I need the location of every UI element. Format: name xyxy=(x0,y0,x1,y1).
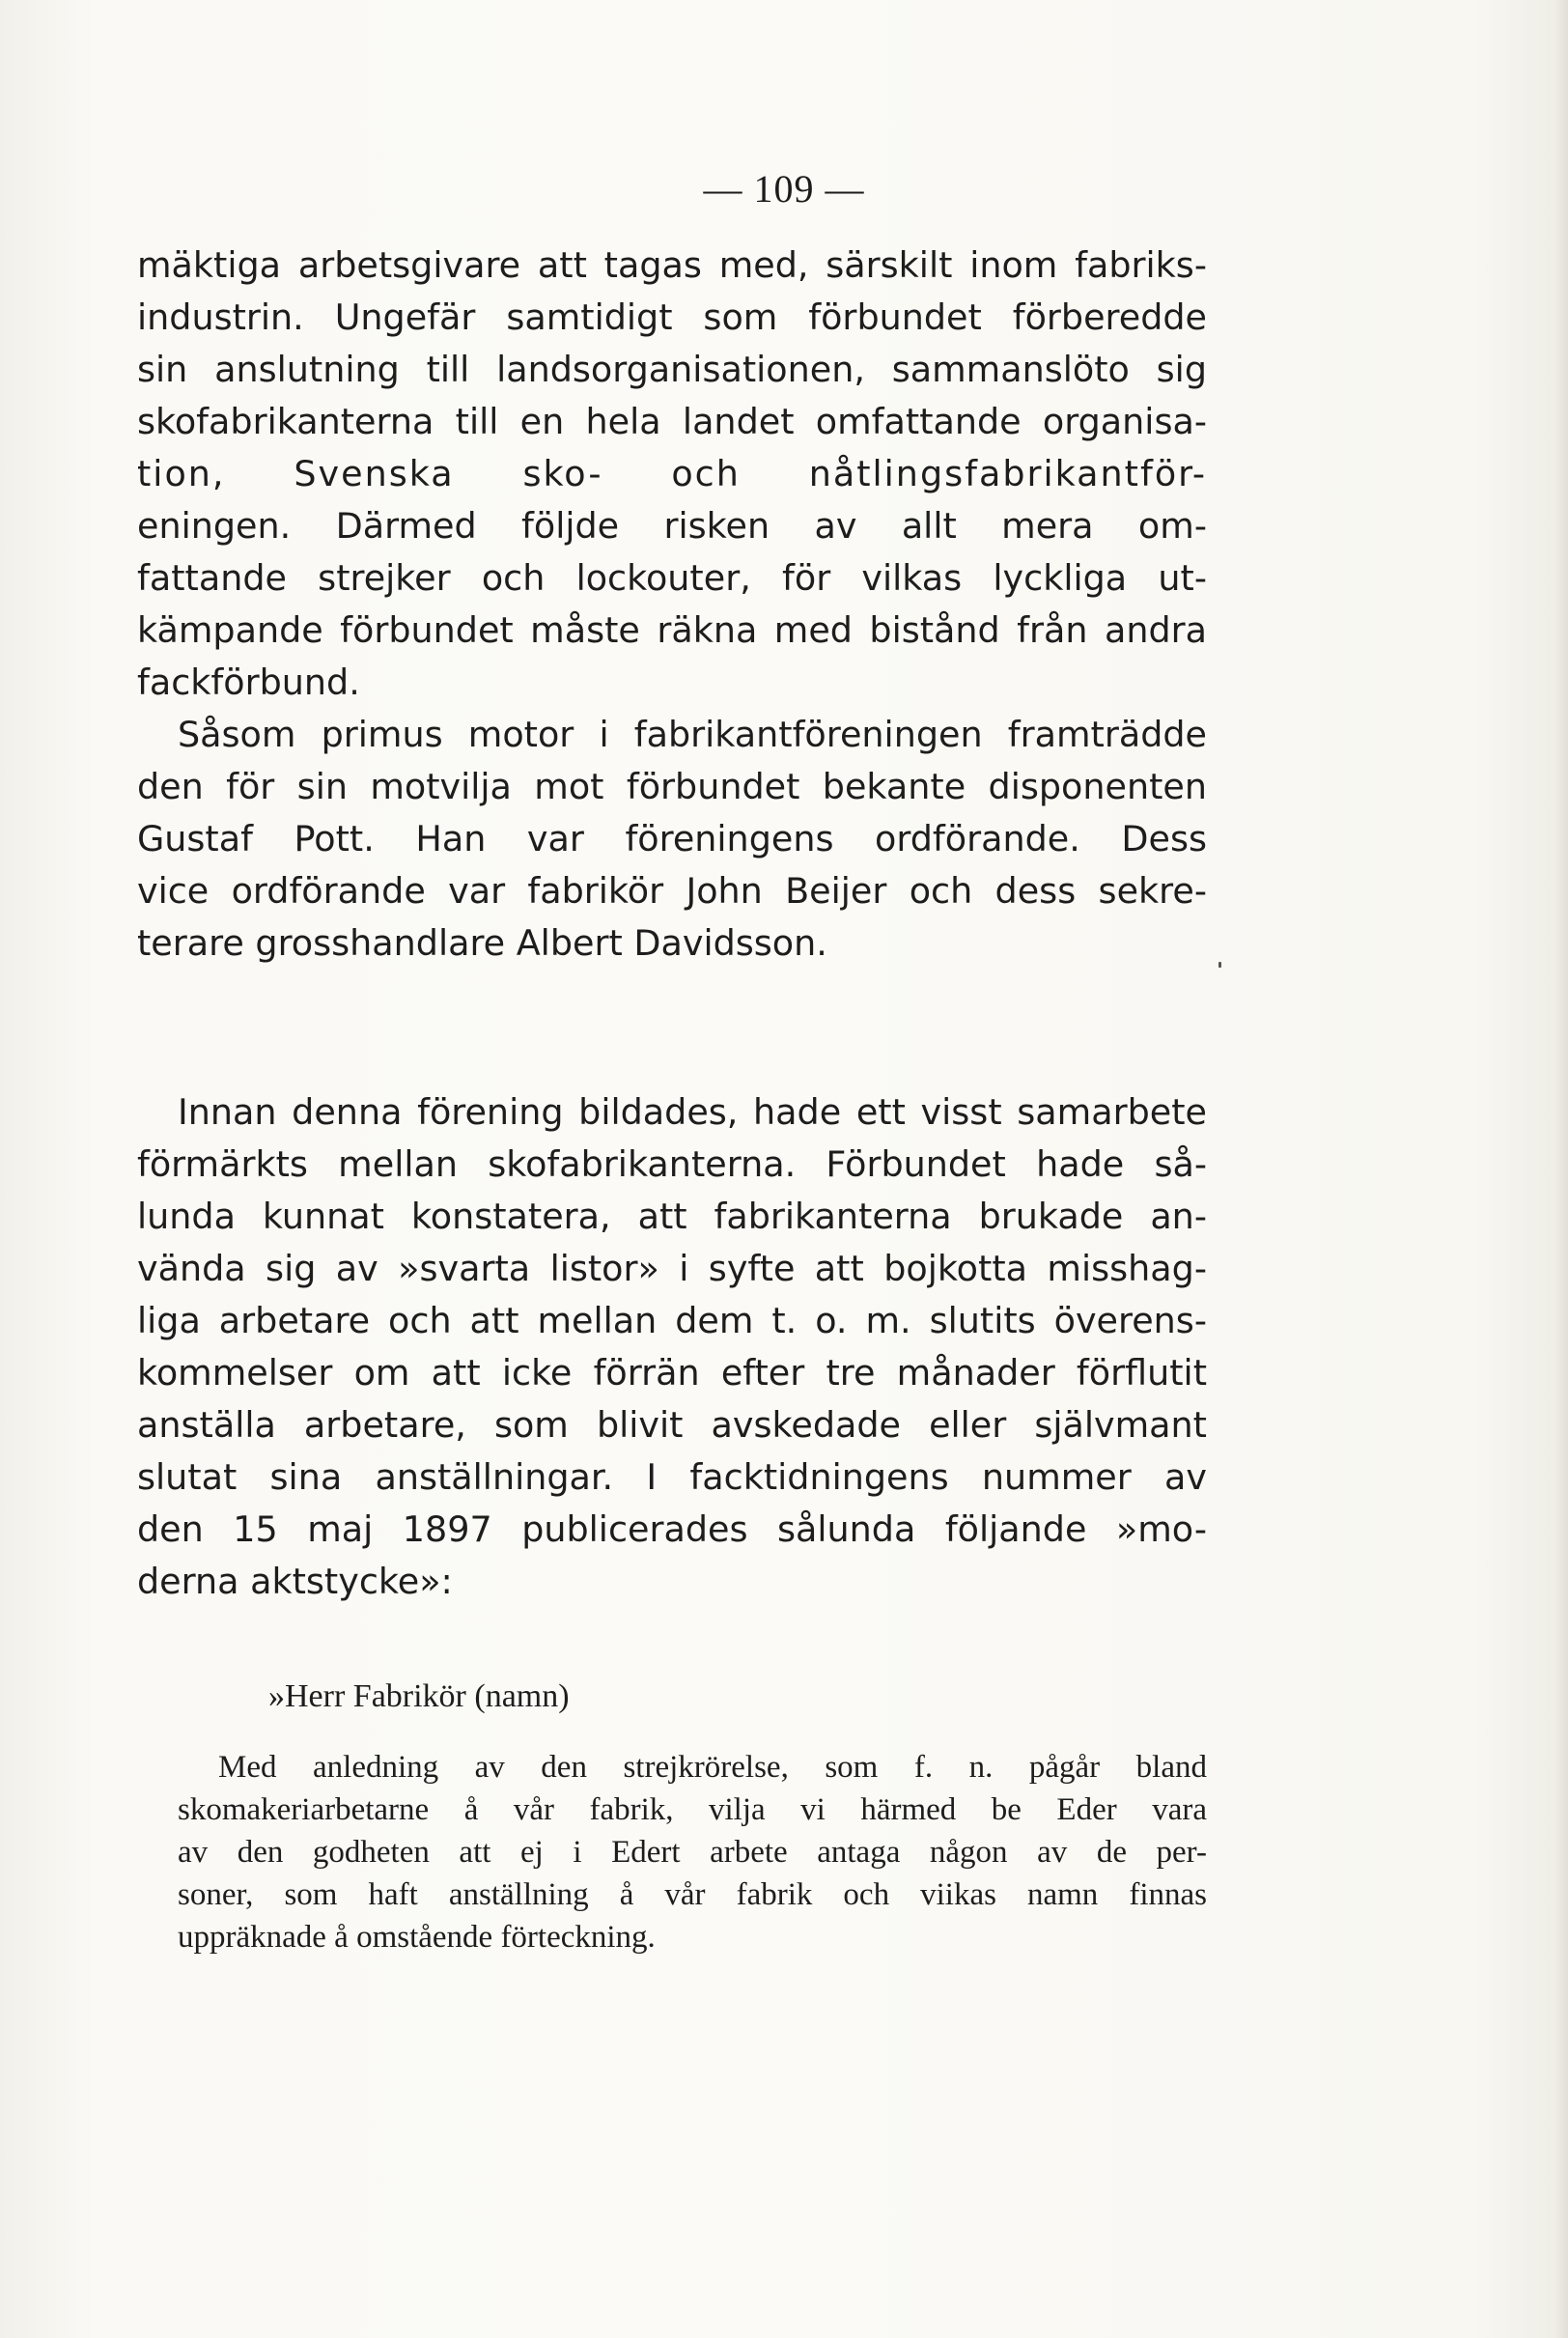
text-line: lunda kunnat konstatera, att fabrikanterna brukade an- xyxy=(137,1196,1207,1237)
text-line: industrin. Ungefär samtidigt som förbundet förberedde xyxy=(137,296,1207,338)
text-line: sin anslutning till landsorganisationen, sammanslöto sig xyxy=(137,349,1207,390)
quote-line: av den godheten att ej i Edert arbete antaga någon av de per- xyxy=(178,1835,1207,1870)
body-text-lower xyxy=(137,1086,1207,1608)
text-line: fattande strejker och lockouter, för vilkas lyckliga ut- xyxy=(137,557,1207,599)
body-text-upper xyxy=(137,239,1207,970)
ink-speck xyxy=(1218,962,1221,968)
quote-line: uppräknade å omstående förteckning. xyxy=(178,1920,656,1955)
text-line: den 15 maj 1897 publicerades sålunda följande »mo- xyxy=(137,1508,1207,1550)
text-line: terare grosshandlare Albert Davidsson. xyxy=(137,922,827,964)
text-line: vända sig av »svarta listor» i syfte att bojkotta misshag- xyxy=(137,1248,1207,1289)
paragraph-2 xyxy=(137,709,1207,970)
quote-line: skomakeriarbetarne å vår fabrik, vilja vi härmed be Eder vara xyxy=(178,1792,1207,1827)
page-number: — 109 — xyxy=(703,167,865,211)
text-line: slutat sina anställningar. I facktidningens nummer av xyxy=(137,1456,1207,1498)
paragraph-3 xyxy=(137,1086,1207,1608)
text-line: derna aktstycke»: xyxy=(137,1561,453,1602)
page-edge-shadow xyxy=(1554,0,1568,2338)
text-line: fackförbund. xyxy=(137,662,360,703)
text-line: vice ordförande var fabrikör John Beijer och dess sekre- xyxy=(137,870,1207,912)
letter-salutation: »Herr Fabrikör (namn) xyxy=(268,1678,570,1714)
text-line: mäktiga arbetsgivare att tagas med, särskilt inom fabriks- xyxy=(137,244,1207,286)
text-line: den för sin motvilja mot förbundet bekante disponenten xyxy=(137,766,1207,807)
text-line: kämpande förbundet måste räkna med bistånd från andra xyxy=(137,609,1207,651)
text-line: liga arbetare och att mellan dem t. o. m. slutits överens- xyxy=(137,1300,1207,1341)
text-line: eningen. Därmed följde risken av allt mera om- xyxy=(137,505,1207,547)
quote-line: soner, som haft anställning å vår fabrik och viikas namn finnas xyxy=(178,1877,1207,1912)
letter-quote xyxy=(178,1746,1207,1958)
text-line: Innan denna förening bildades, hade ett visst samarbete xyxy=(178,1091,1207,1133)
text-line: skofabrikanterna till en hela landet omfattande organisa- xyxy=(137,401,1207,442)
text-line: Gustaf Pott. Han var föreningens ordförande. Dess xyxy=(137,818,1207,859)
paragraph-1 xyxy=(137,239,1207,709)
text-line: Såsom primus motor i fabrikantföreningen framträdde xyxy=(178,714,1207,755)
text-line: anställa arbetare, som blivit avskedade eller självmant xyxy=(137,1404,1207,1446)
quote-line: Med anledning av den strejkrörelse, som f. n. pågår bland xyxy=(218,1750,1207,1785)
text-line: kommelser om att icke förrän efter tre månader förflutit xyxy=(137,1352,1207,1394)
text-line: förmärkts mellan skofabrikanterna. Förbundet hade så- xyxy=(137,1143,1207,1185)
text-line: tion, Svenska sko- och nåtlingsfabrikantför- xyxy=(137,453,1207,494)
